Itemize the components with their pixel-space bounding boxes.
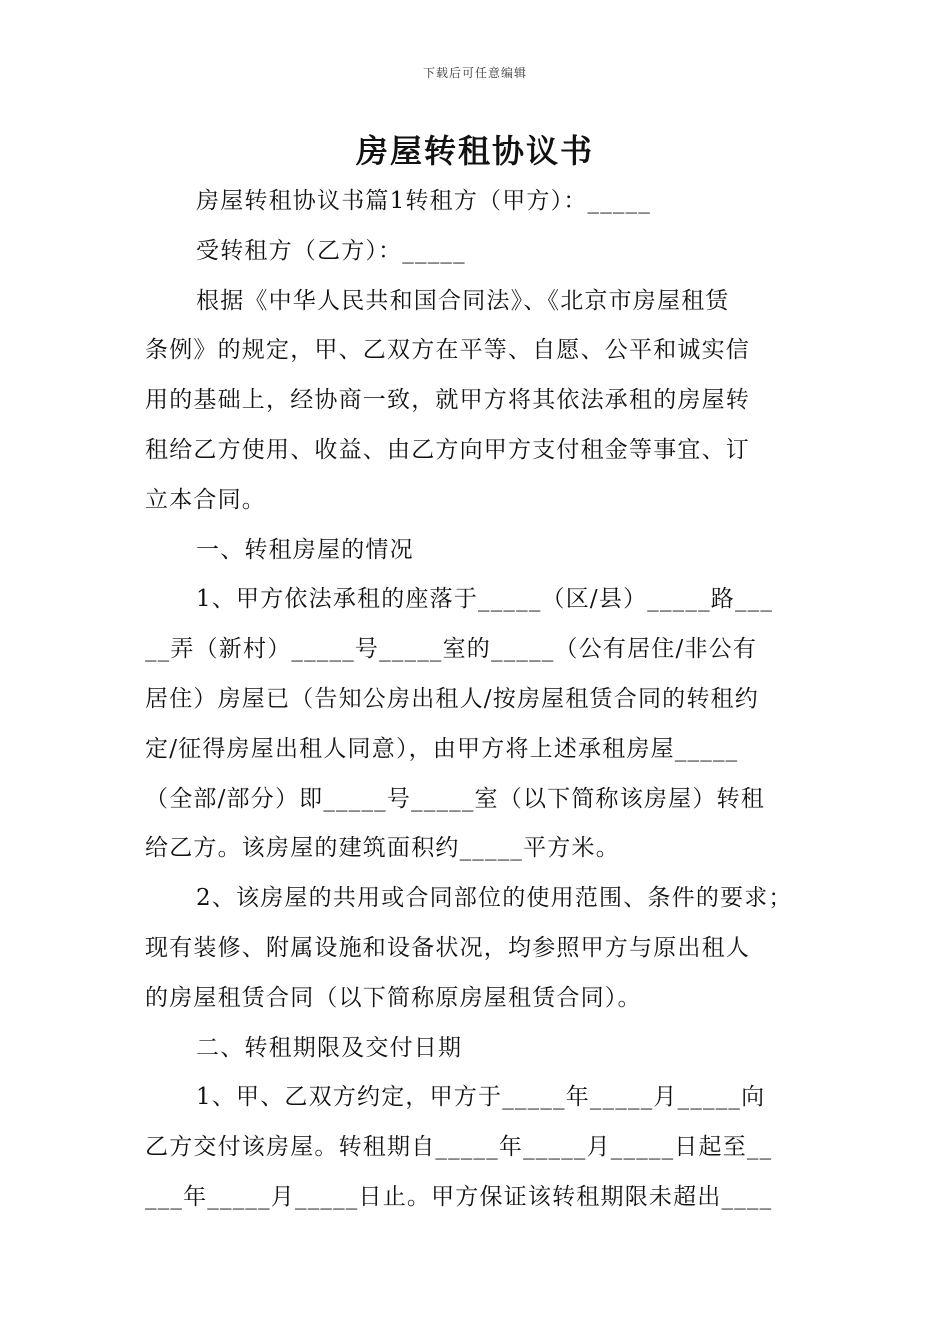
paragraph-line: 给乙方。该房屋的建筑面积约_____平方米。 xyxy=(145,835,620,862)
header-note: 下载后可任意编辑 xyxy=(422,66,527,80)
paragraph-line: （全部/部分）即_____号_____室（以下简称该房屋）转租 xyxy=(145,785,765,812)
paragraph-line: 现有装修、附属设施和设备状况，均参照甲方与原出租人 xyxy=(145,934,750,961)
document-body xyxy=(145,177,825,1223)
paragraph-line: 的房屋租赁合同（以下简称原房屋租赁合同）。 xyxy=(145,984,642,1011)
paragraph-line: 租给乙方使用、收益、由乙方向甲方支付租金等事宜、订 xyxy=(145,436,750,463)
paragraph-line: 条例》的规定，甲、乙双方在平等、自愿、公平和诚实信 xyxy=(145,337,750,364)
paragraph-line: 2、该房屋的共用或合同部位的使用范围、条件的要求； xyxy=(196,885,793,912)
paragraph-line: __弄（新村）_____号_____室的_____（公有居住/非公有 xyxy=(145,636,758,663)
paragraph-line: 房屋转租协议书篇1转租方（甲方）：_____ xyxy=(196,188,652,214)
paragraph-line: 1、甲、乙双方约定，甲方于_____年_____月_____向 xyxy=(196,1084,766,1111)
paragraph-line: 受转租方（乙方）：_____ xyxy=(196,237,466,264)
document-title: 房屋转租协议书 xyxy=(355,132,594,170)
paragraph-line: 乙方交付该房屋。转租期自_____年_____月_____日起至__ xyxy=(145,1134,773,1161)
paragraph-line: 居住）房屋已（告知公房出租人/按房屋租赁合同的转租约 xyxy=(145,685,759,712)
paragraph-line: 定/征得房屋出租人同意），由甲方将上述承租房屋_____ xyxy=(145,735,739,762)
paragraph-line: 用的基础上，经协商一致，就甲方将其依法承租的房屋转 xyxy=(145,387,750,414)
paragraph-line: 根据《中华人民共和国合同法》、《北京市房屋租赁 xyxy=(196,287,730,314)
paragraph-line: 立本合同。 xyxy=(145,486,266,513)
paragraph-line: 二、转租期限及交付日期 xyxy=(196,1034,463,1061)
paragraph-line: ___年_____月_____日止。甲方保证该转租期限未超出____ xyxy=(145,1183,773,1210)
paragraph-line: 1、甲方依法承租的座落于_____（区/县）_____路___ xyxy=(196,586,774,613)
paragraph-line: 一、转租房屋的情况 xyxy=(196,536,414,563)
